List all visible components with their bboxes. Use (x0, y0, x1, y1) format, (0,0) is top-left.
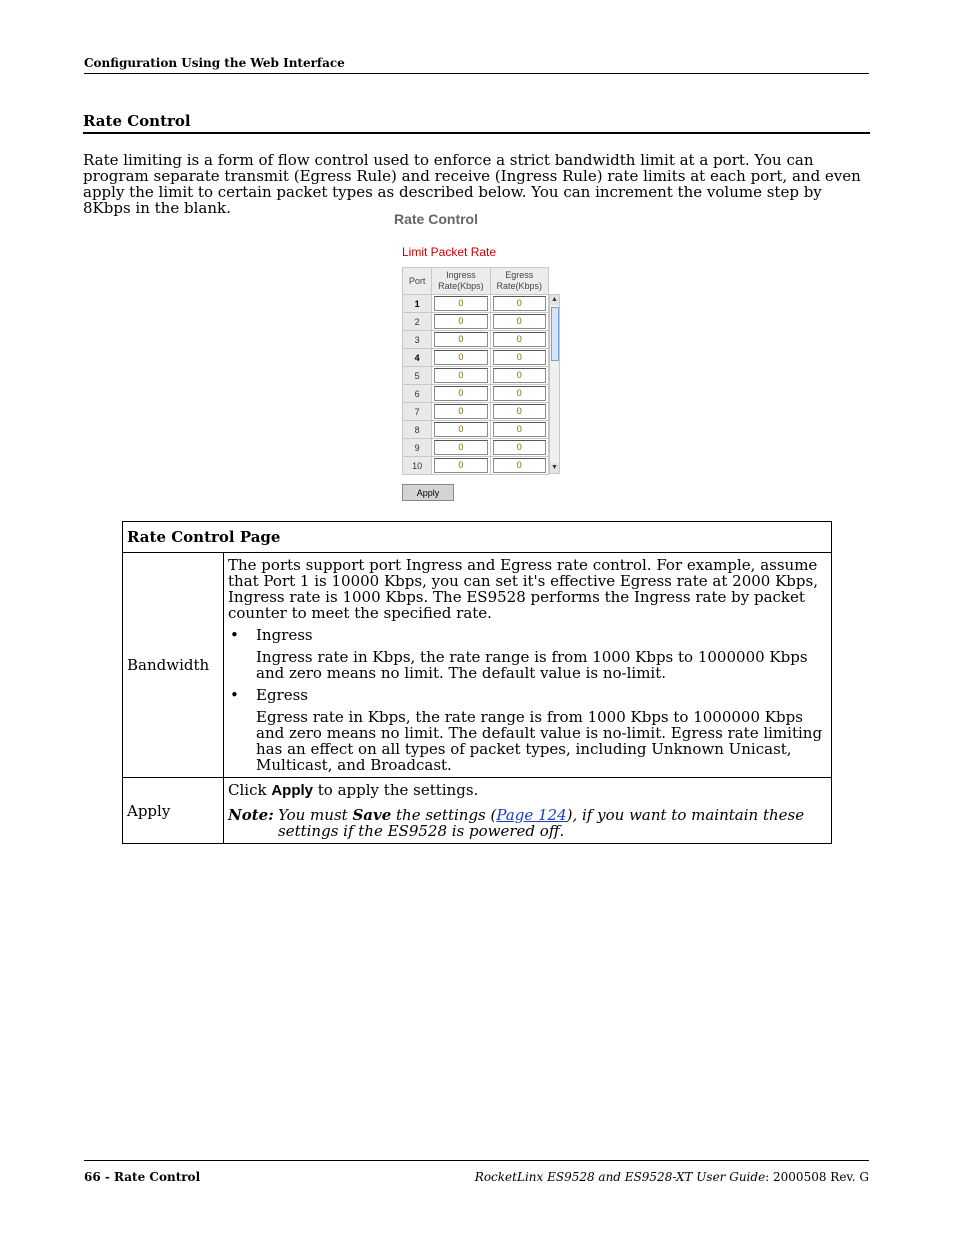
ingress-cell (432, 349, 490, 367)
port-number: 6 (403, 385, 432, 403)
ingress-cell (432, 367, 490, 385)
table-row (403, 421, 549, 439)
page-footer (84, 1160, 869, 1184)
egress-cell (490, 403, 548, 421)
scroll-up-icon[interactable]: ▲ (551, 296, 558, 303)
egress-cell (490, 349, 548, 367)
ingress-cell (432, 385, 490, 403)
ingress-rate-input[interactable]: 0 (434, 296, 487, 311)
column-header-port: Port (403, 268, 432, 295)
ingress-text: Ingress rate in Kbps, the rate range is from 1000 Kbps to 1000000 Kbps and zero means no limit. The default value is no-limit. (256, 648, 808, 682)
scroll-down-icon[interactable]: ▼ (551, 464, 558, 471)
port-number: 7 (403, 403, 432, 421)
port-number: 8 (403, 421, 432, 439)
ingress-bullet: • Ingress (228, 627, 827, 643)
ingress-rate-input[interactable]: 0 (434, 314, 487, 329)
footer-page-label: 66 - Rate Control (84, 1170, 201, 1184)
ingress-rate-input[interactable]: 0 (434, 458, 487, 473)
apply-description (224, 778, 832, 844)
page-link[interactable]: Page 124 (496, 806, 567, 824)
egress-cell (490, 331, 548, 349)
section-title: Rate Control (83, 112, 870, 134)
table-row (403, 331, 549, 349)
egress-rate-input[interactable]: 0 (493, 386, 546, 401)
ui-title: Rate Control (394, 211, 478, 227)
ingress-rate-input[interactable]: 0 (434, 440, 487, 455)
ingress-rate-input[interactable]: 0 (434, 350, 487, 365)
egress-text: Egress rate in Kbps, the rate range is from 1000 Kbps to 1000000 Kbps and zero means no limit. The default value is no-limit. Egress rate limiting has an effect on all types of packet types, including Unknown Unicast, Multicast, and Broadcast. (256, 708, 823, 774)
apply-note (228, 807, 827, 839)
egress-cell (490, 421, 548, 439)
port-number: 4 (403, 349, 432, 367)
apply-text: Click Apply to apply the settings. (228, 781, 479, 799)
table-row (403, 385, 549, 403)
port-number: 3 (403, 331, 432, 349)
ingress-rate-input[interactable]: 0 (434, 404, 487, 419)
column-header-egress: Egress Rate(Kbps) (490, 268, 548, 295)
table-row (123, 778, 832, 844)
ui-subtitle: Limit Packet Rate (402, 245, 497, 259)
rate-control-screenshot (392, 208, 572, 508)
port-number: 5 (403, 367, 432, 385)
egress-bullet: • Egress (228, 687, 827, 703)
bandwidth-text: The ports support port Ingress and Egress rate control. For example, assume that Port 1 is 10000 Kbps, you can set it's effective Egress rate at 2000 Kbps, Ingress rate is 1000 Kbps. The ES9528 performs the Ingress rate by packet counter to meet the specified rate. (228, 556, 818, 622)
egress-cell (490, 295, 548, 313)
ingress-rate-input[interactable]: 0 (434, 386, 487, 401)
bandwidth-description (224, 553, 832, 778)
table-row (403, 403, 549, 421)
table-row (403, 295, 549, 313)
table-row (403, 367, 549, 385)
ingress-cell (432, 313, 490, 331)
ingress-cell (432, 439, 490, 457)
table-row (403, 313, 549, 331)
ingress-cell (432, 295, 490, 313)
ingress-rate-input[interactable]: 0 (434, 332, 487, 347)
egress-rate-input[interactable]: 0 (493, 422, 546, 437)
apply-button[interactable]: Apply (402, 484, 454, 501)
egress-cell (490, 439, 548, 457)
egress-rate-input[interactable]: 0 (493, 440, 546, 455)
ingress-rate-input[interactable]: 0 (434, 368, 487, 383)
table-row (123, 553, 832, 778)
table-row (403, 457, 549, 475)
ingress-cell (432, 457, 490, 475)
port-number: 2 (403, 313, 432, 331)
egress-rate-input[interactable]: 0 (493, 350, 546, 365)
intro-paragraph: Rate limiting is a form of flow control used to enforce a strict bandwidth limit at a port. You can program separate transmit (Egress Rule) and receive (Ingress Rule) rate limits at each port, and even apply the limit to certain packet types as described below. You can increment the volume step by 8Kbps in the blank. (83, 151, 861, 217)
note-text: You must Save the settings (Page 124), if you want to maintain these settings if the ES9528 is powered off. (278, 806, 805, 840)
egress-rate-input[interactable]: 0 (493, 314, 546, 329)
port-number: 10 (403, 457, 432, 475)
egress-cell (490, 313, 548, 331)
rate-grid (402, 267, 549, 475)
footer-guide-title: RocketLinx ES9528 and ES9528-XT User Guide: 2000508 Rev. G (474, 1170, 869, 1184)
table-scrollbar[interactable] (549, 294, 560, 474)
egress-cell (490, 457, 548, 475)
egress-cell (490, 385, 548, 403)
ingress-cell (432, 331, 490, 349)
bandwidth-label: Bandwidth (123, 553, 224, 778)
egress-rate-input[interactable]: 0 (493, 404, 546, 419)
egress-rate-input[interactable]: 0 (493, 458, 546, 473)
note-label: Note: (228, 806, 274, 824)
column-header-ingress: Ingress Rate(Kbps) (432, 268, 490, 295)
rate-control-page-table (122, 521, 832, 844)
egress-rate-input[interactable]: 0 (493, 332, 546, 347)
egress-rate-input[interactable]: 0 (493, 296, 546, 311)
ingress-cell (432, 403, 490, 421)
egress-rate-input[interactable]: 0 (493, 368, 546, 383)
ingress-rate-input[interactable]: 0 (434, 422, 487, 437)
egress-cell (490, 367, 548, 385)
table-row (403, 349, 549, 367)
running-header: Configuration Using the Web Interface (84, 56, 869, 74)
port-number: 9 (403, 439, 432, 457)
port-number: 1 (403, 295, 432, 313)
table-row (403, 439, 549, 457)
table-heading: Rate Control Page (123, 522, 832, 553)
scroll-thumb[interactable] (551, 307, 559, 361)
ingress-cell (432, 421, 490, 439)
apply-label: Apply (123, 778, 224, 844)
